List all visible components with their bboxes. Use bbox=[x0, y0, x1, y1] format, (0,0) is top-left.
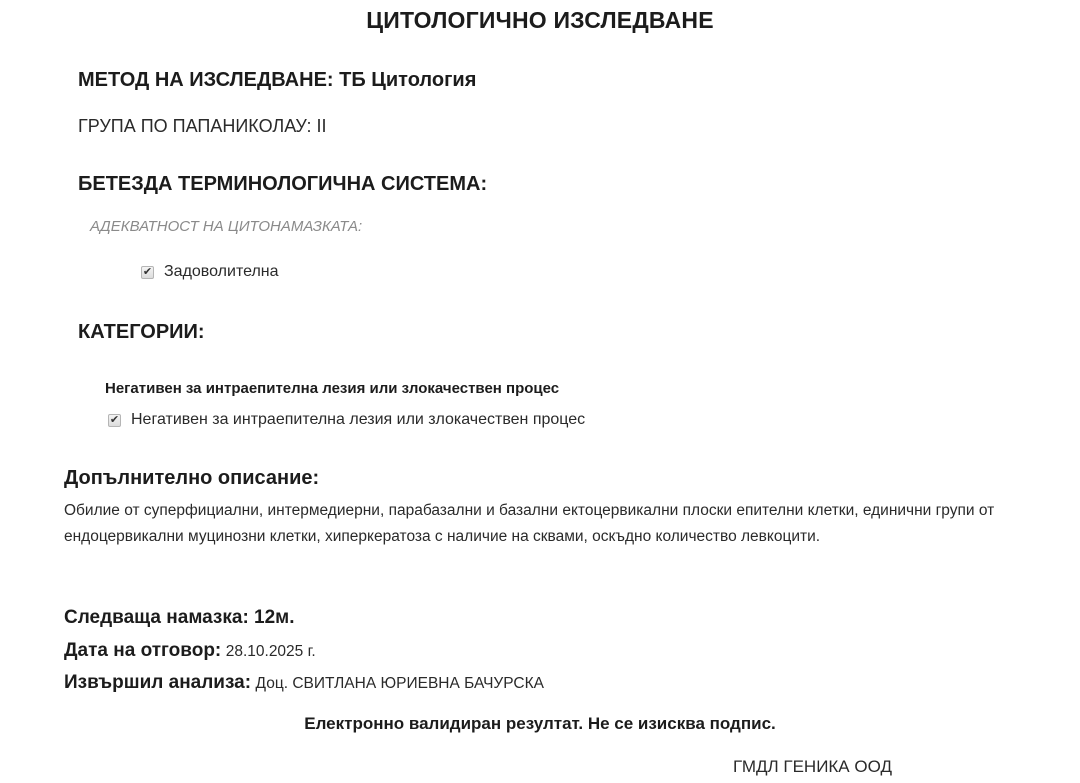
category-group-title: Негативен за интраепителна лезия или злокачествен процес bbox=[105, 380, 560, 397]
checkbox-checked-icon: ✔ bbox=[142, 265, 153, 278]
adequacy-value: Задоволителна bbox=[164, 263, 279, 280]
category-item-label: Негативен за интраепителна лезия или злокачествен процес bbox=[131, 411, 586, 428]
method-heading: МЕТОД НА ИЗСЛЕДВАНЕ: ТБ Цитология bbox=[78, 69, 477, 91]
performed-by-value: Доц. СВИТЛАНА ЮРИЕВНА БАЧУРСКА bbox=[255, 675, 544, 692]
additional-description-text: Обилие от суперфициални, интермедиерни, парабазални и базални ектоцервикални плоски епителни клетки, единични групи от ендоцервикални муцинозни клетки, хиперкератоза с наличие на сквами, оскъдно количество левкоцити. bbox=[64, 502, 995, 545]
validation-note: Електронно валидиран резултат. Не се изисква подпис. bbox=[304, 714, 776, 733]
performed-by bbox=[64, 672, 544, 694]
next-smear: Следваща намазка: 12м. bbox=[64, 607, 295, 628]
lab-name: ГМДЛ ГЕНИКА ООД bbox=[733, 757, 892, 776]
adequacy-option bbox=[141, 263, 279, 281]
performed-by-label: Извършил анализа: bbox=[64, 672, 252, 693]
bethesda-heading: БЕТЕЗДА ТЕРМИНОЛОГИЧНА СИСТЕМА: bbox=[78, 173, 488, 195]
categories-heading: КАТЕГОРИИ: bbox=[78, 321, 205, 343]
papanicolaou-group: ГРУПА ПО ПАПАНИКОЛАУ: II bbox=[78, 116, 327, 136]
response-date bbox=[64, 640, 316, 662]
response-date-label: Дата на отговор: bbox=[64, 640, 222, 661]
report-title: ЦИТОЛОГИЧНО ИЗСЛЕДВАНЕ bbox=[366, 7, 714, 33]
checkbox-checked-icon: ✔ bbox=[109, 413, 120, 426]
category-option bbox=[108, 411, 585, 429]
adequacy-label: АДЕКВАТНОСТ НА ЦИТОНАМАЗКАТА: bbox=[90, 218, 363, 235]
additional-description-heading: Допълнително описание: bbox=[64, 467, 320, 489]
response-date-value: 28.10.2025 г. bbox=[225, 643, 316, 660]
